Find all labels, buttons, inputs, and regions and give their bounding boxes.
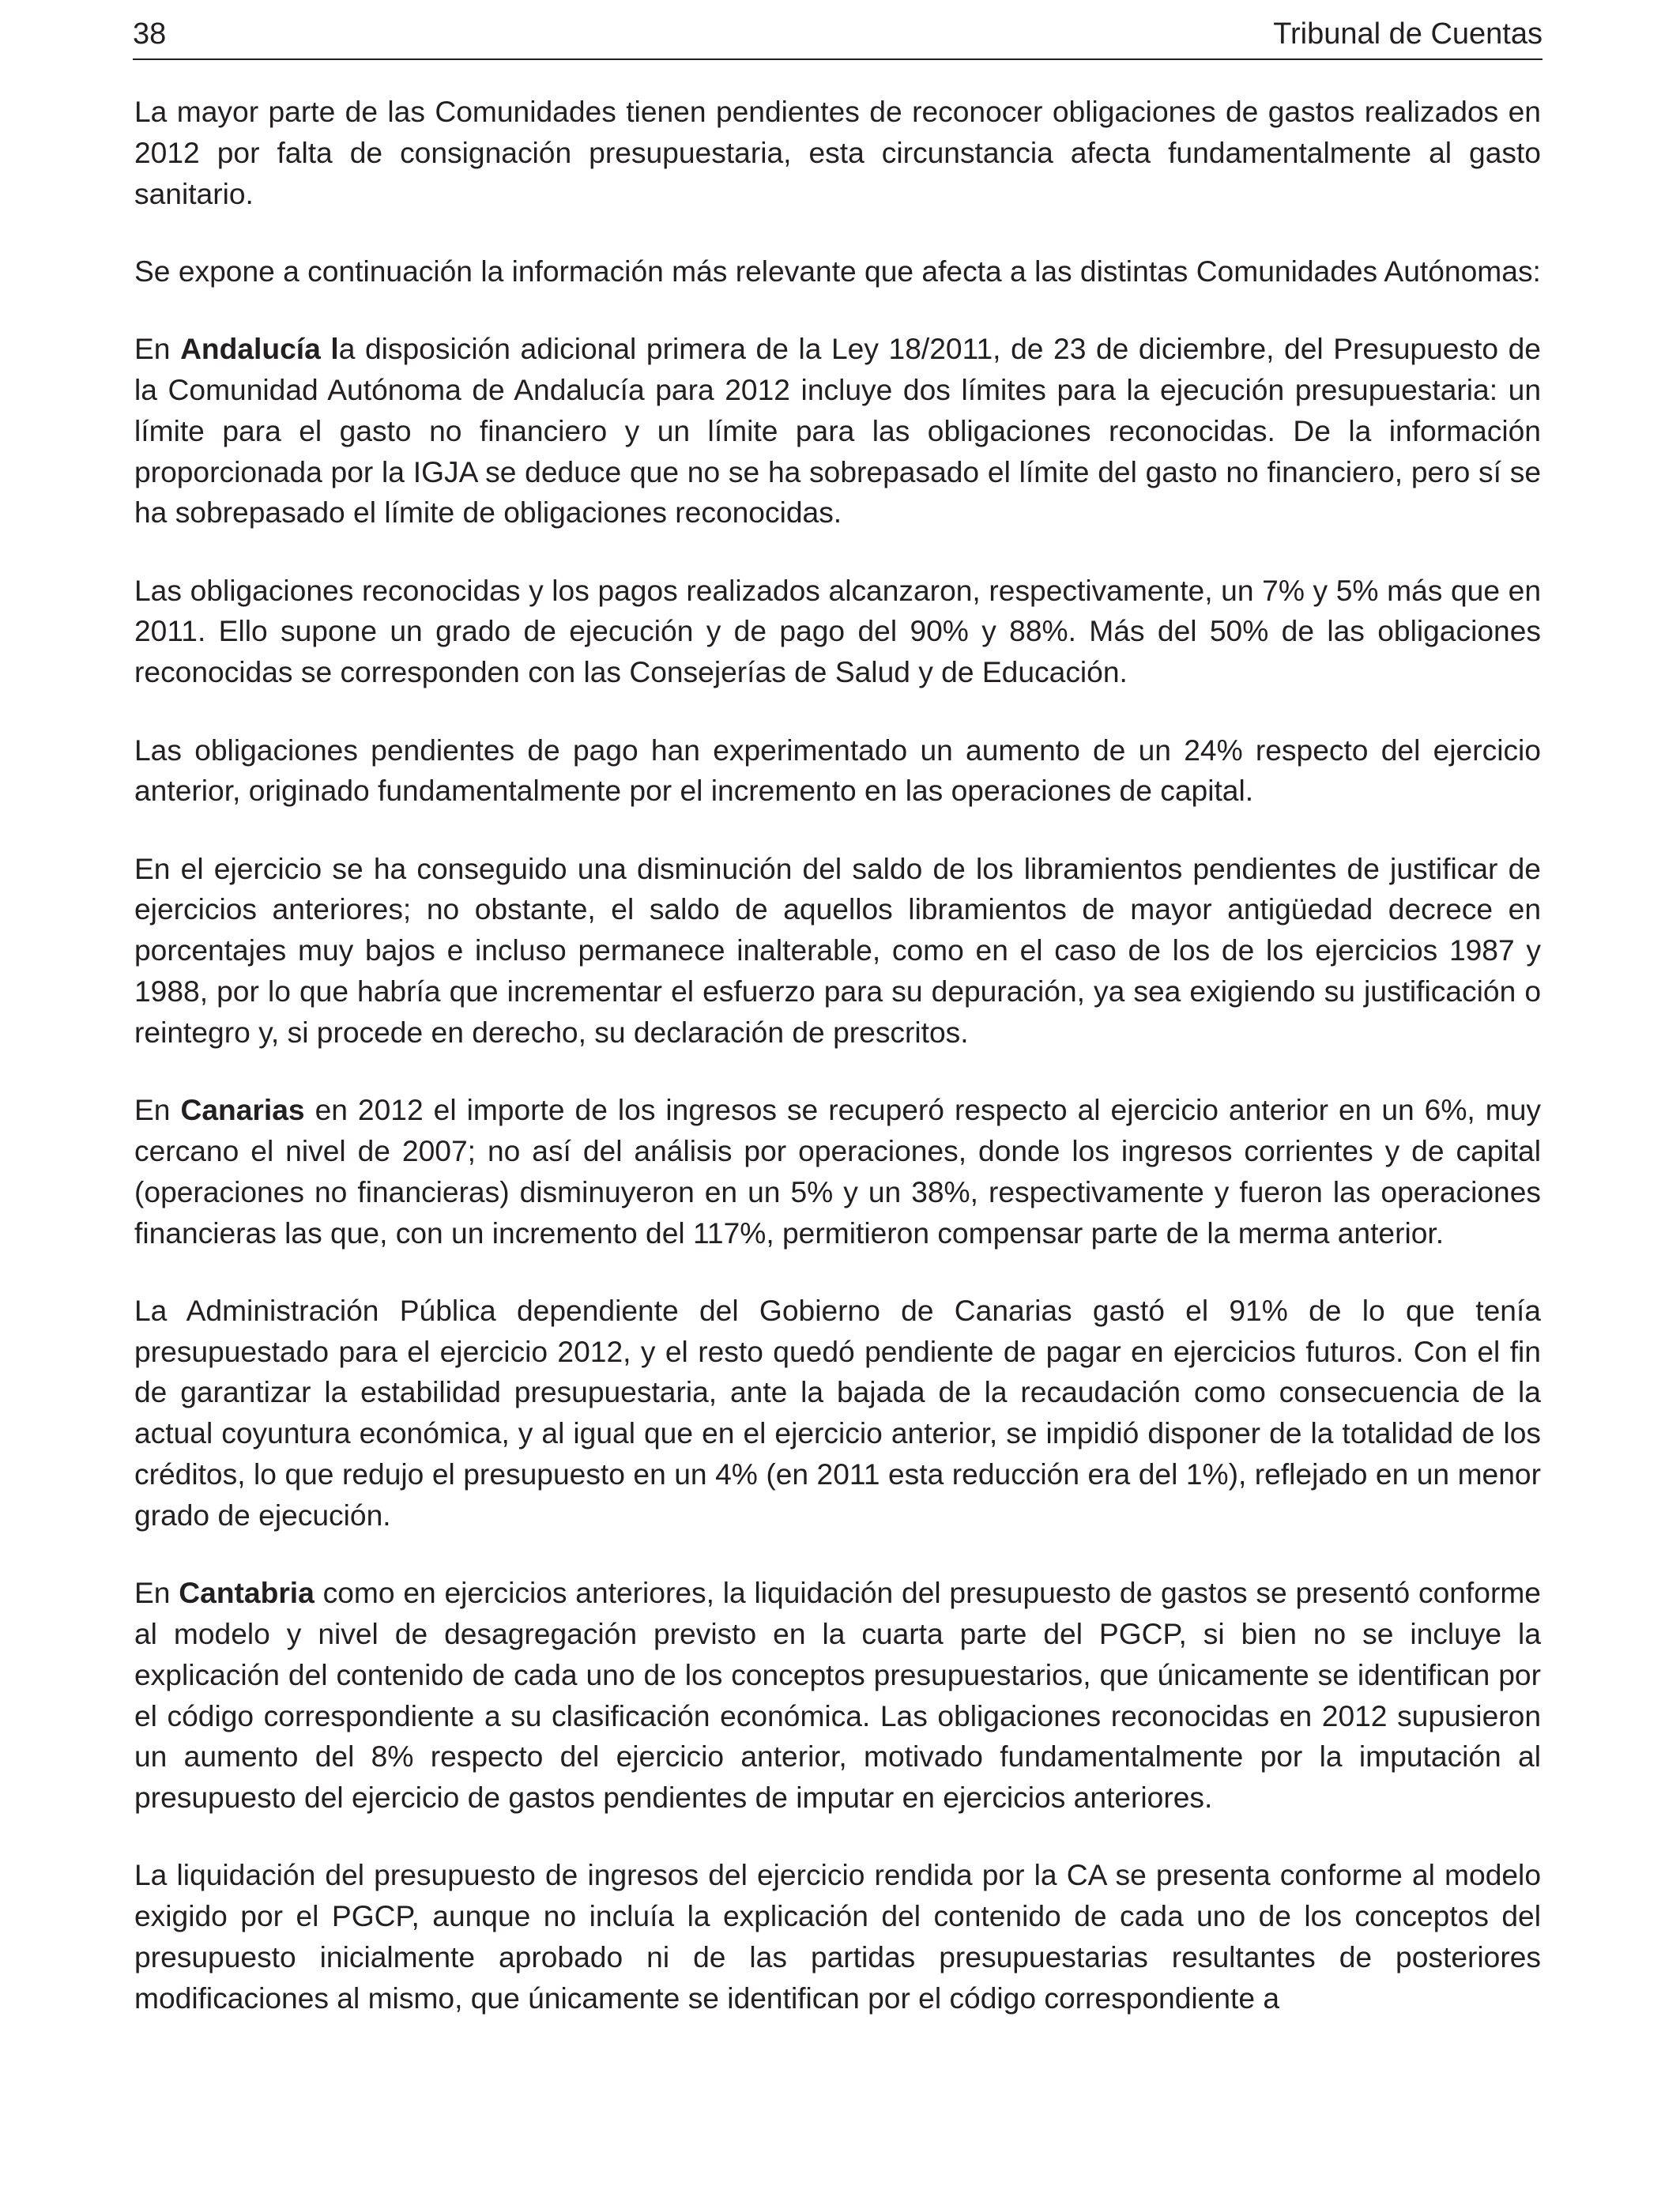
paragraph-prefix: En: [134, 1576, 179, 1610]
paragraph-andalucia-obligaciones: Las obligaciones reconocidas y los pagos realizados alcanzaron, respectivamente, un 7% y 5% más que en 2011. Ello supone un grado de ejecución y de pago del 90% y 88%. Más del 50% de las obligaciones reconocidas se corresponden con las Consejerías de Salud y de Educación.: [134, 573, 1541, 689]
paragraph-overview: Se expone a continuación la información más relevante que afecta a las distintas Comunidades Autónomas:: [134, 254, 1541, 288]
paragraph-canarias: [134, 1090, 1541, 1253]
paragraph-andalucia-libramientos: En el ejercicio se ha conseguido una disminución del saldo de los libramientos pendientes de justificar de ejercicios anteriores; no obstante, el saldo de aquellos libramientos de mayor antigüedad decrece en porcentajes muy bajos e incluso permanece inalterable, como en el caso de los de los ejercicios 1987 y 1988, por lo que habría que incrementar el esfuerzo para su depuración, ya sea exigiendo su justificación o reintegro y, si procede en derecho, su declaración de prescritos.: [134, 851, 1541, 1049]
paragraph-text: como en ejercicios anteriores, la liquidación del presupuesto de gastos se presentó conforme al modelo y nivel de desagregación previsto en la cuarta parte del PGCP, si bien no se incluye la explicación del contenido de cada uno de los conceptos presupuestarios, que únicamente se identifican por el código correspondiente a su clasificación económica. Las obligaciones reconocidas en 2012 supusieron un aumento del 8% respecto del ejercicio anterior, motivado fundamentalmente por la imputación al presupuesto del ejercicio de gastos pendientes de imputar en ejercicios anteriores.: [134, 1576, 1541, 1815]
paragraph-andalucia: [134, 329, 1541, 533]
running-header-title: Tribunal de Cuentas: [1273, 17, 1543, 51]
paragraph-andalucia-pendientes: Las obligaciones pendientes de pago han experimentado un aumento de un 24% respecto del ejercicio anterior, originado fundamentalmente por el incremento en las operaciones de capital.: [134, 733, 1541, 808]
page-header: [133, 14, 1543, 60]
region-name-cantabria: Cantabria: [179, 1576, 315, 1610]
paragraph-prefix: En: [134, 332, 181, 366]
document-body: [134, 92, 1541, 2019]
paragraph-intro: La mayor parte de las Comunidades tienen pendientes de reconocer obligaciones de gastos realizados en 2012 por falta de consignación presupuestaria, esta circunstancia afecta fundamentalmente al gasto sanitario.: [134, 95, 1541, 210]
region-name-canarias: Canarias: [180, 1093, 305, 1127]
paragraph-text: a disposición adicional primera de la Ley 18/2011, de 23 de diciembre, del Presupuesto de la Comunidad Autónoma de Andalucía para 2012 incluye dos límites para la ejecución presupuestaria: un límite para el gasto no financiero y un límite para las obligaciones reconocidas. De la información proporcionada por la IGJA se deduce que no se ha sobrepasado el límite del gasto no financiero, pero sí se ha sobrepasado el límite de obligaciones reconocidas.: [134, 332, 1541, 530]
region-name-andalucia: Andalucía l: [180, 332, 339, 366]
paragraph-canarias-gasto: La Administración Pública dependiente del Gobierno de Canarias gastó el 91% de lo que tenía presupuestado para el ejercicio 2012, y el resto quedó pendiente de pagar en ejercicios futuros. Con el fin de garantizar la estabilidad presupuestaria, ante la bajada de la recaudación como consecuencia de la actual coyuntura económica, y al igual que en el ejercicio anterior, se impidió disponer de la totalidad de los créditos, lo que redujo el presupuesto en un 4% (en 2011 esta reducción era del 1%), reflejado en un menor grado de ejecución.: [134, 1293, 1541, 1532]
page-number: 38: [133, 17, 167, 51]
paragraph-cantabria: [134, 1573, 1541, 1819]
paragraph-text: en 2012 el importe de los ingresos se recuperó respecto al ejercicio anterior en un 6%, muy cercano el nivel de 2007; no así del análisis por operaciones, donde los ingresos corrientes y de capital (operaciones no financieras) disminuyeron en un 5% y un 38%, respectivamente y fueron las operaciones financieras las que, con un incremento del 117%, permitieron compensar parte de la merma anterior.: [134, 1093, 1541, 1250]
paragraph-prefix: En: [134, 1093, 181, 1127]
paragraph-cantabria-ingresos: La liquidación del presupuesto de ingresos del ejercicio rendida por la CA se presenta conforme al modelo exigido por el PGCP, aunque no incluía la explicación del contenido de cada uno de los conceptos del presupuesto inicialmente aprobado ni de las partidas presupuestarias resultantes de posteriores modificaciones al mismo, que únicamente se identifican por el código correspondiente a: [134, 1858, 1541, 2015]
